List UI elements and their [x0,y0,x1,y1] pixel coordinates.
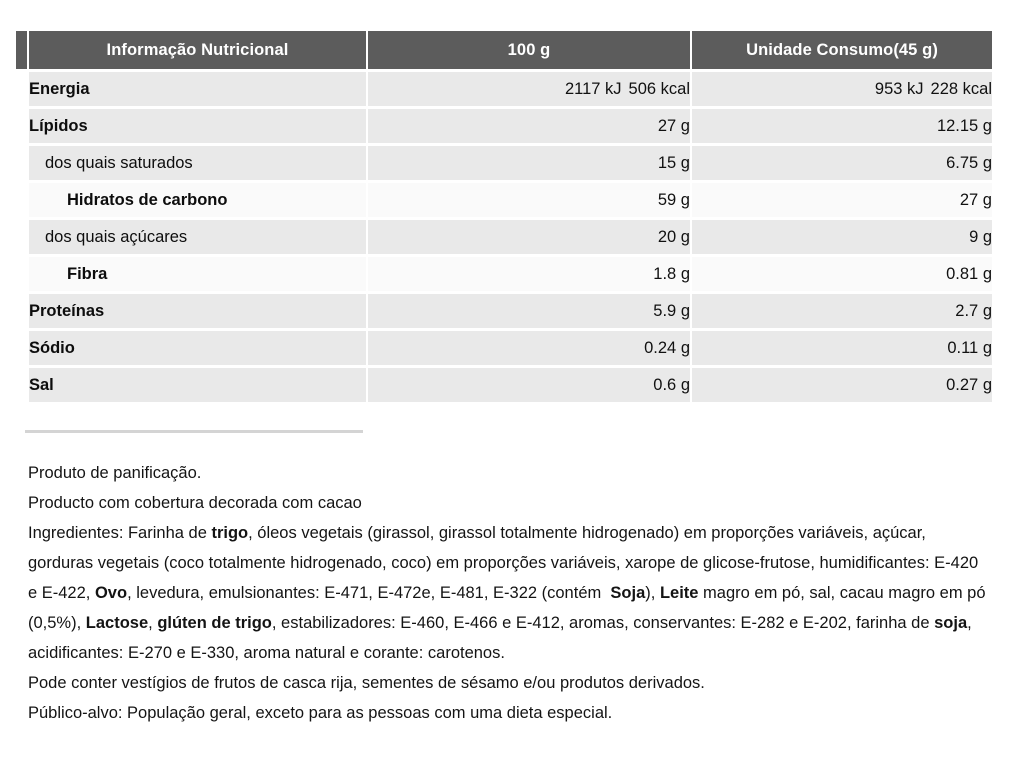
value-per-100g: 1.8 g [368,257,690,291]
value-per-serving [692,72,992,106]
table-row [16,294,992,328]
row-spacer [16,257,27,291]
row-spacer [16,294,27,328]
ingredients-paragraph: Ingredientes: Farinha de trigo, óleos vegetais (girassol, girassol totalmente hidrogenado) em proporções variáveis, açúcar, gorduras vegetais (coco totalmente hidrogenado, coco) em proporções variáveis, xarope de glicose-frutose, humidificantes: E-420 e E-422, Ovo, levedura, emulsionantes: E-471, E-472e, E-481, E-322 (contém Soja), Leite magro em pó, sal, cacau magro em pó (0,5%), Lactose, glúten de trigo, estabilizadores: E-460, E-466 e E-412, aromas, conservantes: E-282 e E-202, farinha de soja, acidificantes: E-270 e E-330, aroma natural e corante: carotenos. [28,524,986,662]
row-spacer [16,368,27,402]
value-per-100g: 0.24 g [368,331,690,365]
value-per-serving: 12.15 g [692,109,992,143]
nutrient-label: Hidratos de carbono [29,183,366,217]
table-row [16,257,992,291]
table-row [16,72,992,106]
target-audience: Público-alvo: População geral, exceto para as pessoas com uma dieta especial. [28,704,613,722]
value-per-serving-kcal: 228 kcal [930,79,992,98]
table-row [16,146,992,180]
value-per-serving: 0.81 g [692,257,992,291]
nutrition-table-container [14,28,992,405]
value-per-serving: 0.11 g [692,331,992,365]
table-row [16,109,992,143]
nutrient-label: dos quais saturados [29,146,366,180]
value-per-serving: 27 g [692,183,992,217]
row-spacer [16,72,27,106]
value-per-serving: 2.7 g [692,294,992,328]
value-per-100g: 5.9 g [368,294,690,328]
row-spacer [16,183,27,217]
table-row [16,220,992,254]
table-bottom-rule [25,430,363,433]
nutrient-label: Proteínas [29,294,366,328]
header-nutrition-info: Informação Nutricional [29,31,366,69]
row-spacer [16,146,27,180]
product-text-block [28,458,988,728]
nutrient-label: Sódio [29,331,366,365]
table-row [16,183,992,217]
header-spacer [16,31,27,69]
value-per-100g: 20 g [368,220,690,254]
value-per-serving: 6.75 g [692,146,992,180]
nutrient-label: Lípidos [29,109,366,143]
value-per-100g: 0.6 g [368,368,690,402]
nutrition-table-body [16,72,992,402]
value-per-100g: 27 g [368,109,690,143]
row-spacer [16,109,27,143]
nutrition-table [14,28,994,405]
header-per-100g: 100 g [368,31,690,69]
nutrient-label: Sal [29,368,366,402]
table-row [16,368,992,402]
value-per-100g: 15 g [368,146,690,180]
row-spacer [16,220,27,254]
row-spacer [16,331,27,365]
note-coating: Producto com cobertura decorada com cacao [28,494,362,512]
value-per-serving-kj: 953 kJ [874,79,924,98]
value-per-serving: 0.27 g [692,368,992,402]
table-row [16,331,992,365]
nutrient-label: Fibra [29,257,366,291]
header-row [16,31,992,69]
value-per-100g [368,72,690,106]
nutrient-label: dos quais açúcares [29,220,366,254]
value-per-serving: 9 g [692,220,992,254]
header-per-serving: Unidade Consumo(45 g) [692,31,992,69]
value-per-100g-kcal: 506 kcal [628,79,690,98]
nutrition-table-header [16,31,992,69]
value-per-100g-kj: 2117 kJ [564,79,622,98]
nutrient-label: Energia [29,72,366,106]
traces-warning: Pode conter vestígios de frutos de casca rija, sementes de sésamo e/ou produtos derivados. [28,674,705,692]
note-product-type: Produto de panificação. [28,464,202,482]
value-per-100g: 59 g [368,183,690,217]
